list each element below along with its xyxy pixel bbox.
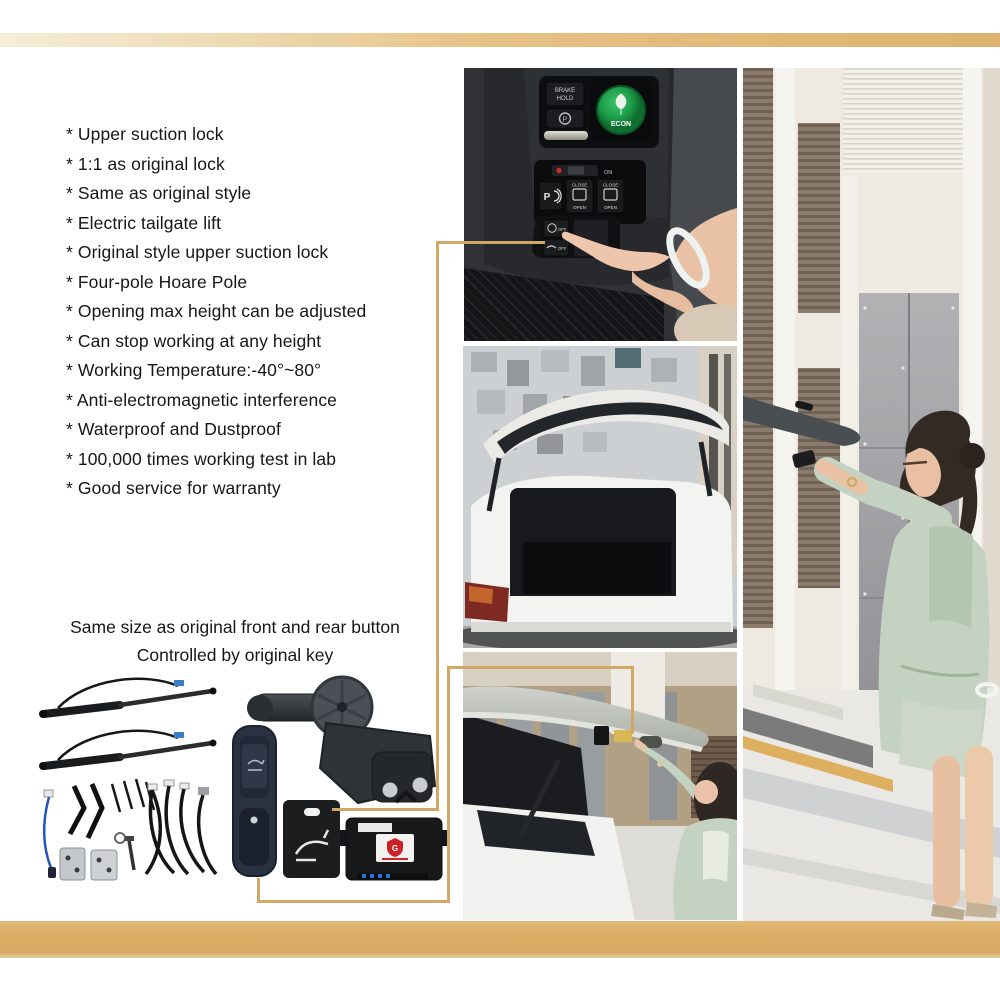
photo-kit-components bbox=[28, 668, 448, 893]
callout-box-right bbox=[631, 666, 634, 734]
feature-item: * Upper suction lock bbox=[66, 124, 224, 144]
off-label: OFF bbox=[557, 246, 567, 251]
yellow-sticker bbox=[614, 730, 632, 742]
tailgate-switch-panel bbox=[233, 726, 276, 876]
brake-label: BRAKE bbox=[554, 88, 576, 94]
module-sticker bbox=[358, 823, 392, 832]
bottom-border-band bbox=[0, 921, 1000, 958]
parking-sensor-button bbox=[539, 182, 562, 210]
lock-pin bbox=[383, 783, 398, 798]
off-label: OFF bbox=[557, 227, 567, 232]
parking-brake-p: P bbox=[562, 116, 568, 124]
taillight-amber bbox=[469, 586, 493, 604]
kit-caption bbox=[35, 613, 435, 669]
kit-caption-line1: Same size as original front and rear button bbox=[70, 617, 400, 637]
photo-remote-key bbox=[743, 68, 1000, 921]
switch-indicator bbox=[251, 817, 258, 824]
feature-item: * Working Temperature:-40°~80° bbox=[66, 360, 322, 380]
brand-logo-letter: G bbox=[391, 844, 399, 853]
kit-caption-line2: Controlled by original key bbox=[136, 645, 334, 665]
feature-item: * Anti-electromagnetic interference bbox=[66, 389, 337, 410]
open-label: OPEN bbox=[603, 205, 618, 210]
sensor-wire bbox=[44, 790, 56, 878]
silver-trim bbox=[544, 131, 588, 140]
rear-seats bbox=[523, 542, 671, 594]
brand-text-line bbox=[382, 858, 408, 860]
feature-item: * Good service for warranty bbox=[66, 478, 281, 498]
callout-box-bottom bbox=[257, 900, 450, 903]
brake-hold-button bbox=[546, 82, 584, 106]
callout-line-dashboard bbox=[436, 241, 545, 244]
toggle-red-indicator bbox=[556, 168, 561, 173]
wiring-harness bbox=[146, 780, 216, 874]
module-connector bbox=[358, 873, 428, 879]
balcony-strip bbox=[463, 652, 737, 686]
photo-dashboard-button bbox=[464, 68, 737, 341]
right-leg bbox=[965, 746, 993, 908]
balcony-louvers-left bbox=[743, 68, 773, 628]
close-label: CLOSE bbox=[571, 182, 588, 188]
vent-grille bbox=[843, 68, 963, 173]
econ-button bbox=[590, 78, 652, 142]
inner-shirt bbox=[703, 831, 729, 882]
callout-line-to-kit bbox=[332, 808, 439, 811]
lift-strut-2 bbox=[39, 731, 217, 770]
bracelet bbox=[657, 761, 663, 767]
callout-box-top bbox=[447, 666, 634, 669]
right-door-button bbox=[597, 179, 624, 213]
hair-bun bbox=[959, 443, 985, 469]
lock-pin bbox=[413, 778, 428, 793]
control-module bbox=[340, 818, 448, 880]
lift-strut-1 bbox=[39, 679, 217, 718]
feature-item: * Electric tailgate lift bbox=[66, 212, 222, 233]
feature-item: * Opening max height can be adjusted bbox=[66, 301, 367, 321]
washer-ring bbox=[115, 833, 125, 843]
photo-tailgate-open-rear bbox=[463, 346, 737, 648]
open-label: OPEN bbox=[572, 205, 587, 210]
left-door-button bbox=[566, 179, 593, 213]
vsa-off-button bbox=[543, 239, 569, 256]
rubber-pad bbox=[283, 800, 340, 878]
parking-sensor-p: P bbox=[543, 192, 551, 203]
feature-item: * 1:1 as original lock bbox=[66, 153, 225, 174]
face bbox=[694, 780, 718, 804]
top-border-band bbox=[0, 33, 1000, 47]
parking-brake-button bbox=[546, 109, 584, 128]
close-label: CLOSE bbox=[602, 182, 619, 188]
econ-label: ECON bbox=[610, 121, 632, 128]
louver-panel-upper bbox=[798, 123, 840, 313]
hold-label: HOLD bbox=[556, 96, 574, 102]
feature-item: * Waterproof and Dustproof bbox=[66, 419, 281, 439]
feature-item: * Can stop working at any height bbox=[66, 330, 322, 351]
inner-top bbox=[929, 526, 973, 628]
bumper bbox=[471, 622, 731, 632]
pin-bolt bbox=[125, 836, 134, 870]
feature-item: * 100,000 times working test in lab bbox=[66, 448, 337, 469]
callout-box-left bbox=[447, 666, 450, 903]
mounting-brackets bbox=[70, 784, 102, 838]
on-label: ON bbox=[604, 170, 613, 176]
feature-item: * Four-pole Hoare Pole bbox=[66, 271, 248, 292]
feature-item: * Original style upper suction lock bbox=[66, 242, 329, 262]
feature-list bbox=[66, 120, 366, 504]
feature-item: * Same as original style bbox=[66, 183, 252, 203]
callout-box-stub bbox=[257, 878, 260, 903]
left-leg bbox=[933, 756, 960, 908]
photo-press-tailgate-button bbox=[463, 652, 737, 920]
metal-plates bbox=[60, 848, 117, 880]
callout-line-vertical bbox=[436, 241, 439, 811]
pilaster bbox=[775, 68, 795, 708]
tailgate-latch bbox=[594, 726, 609, 745]
